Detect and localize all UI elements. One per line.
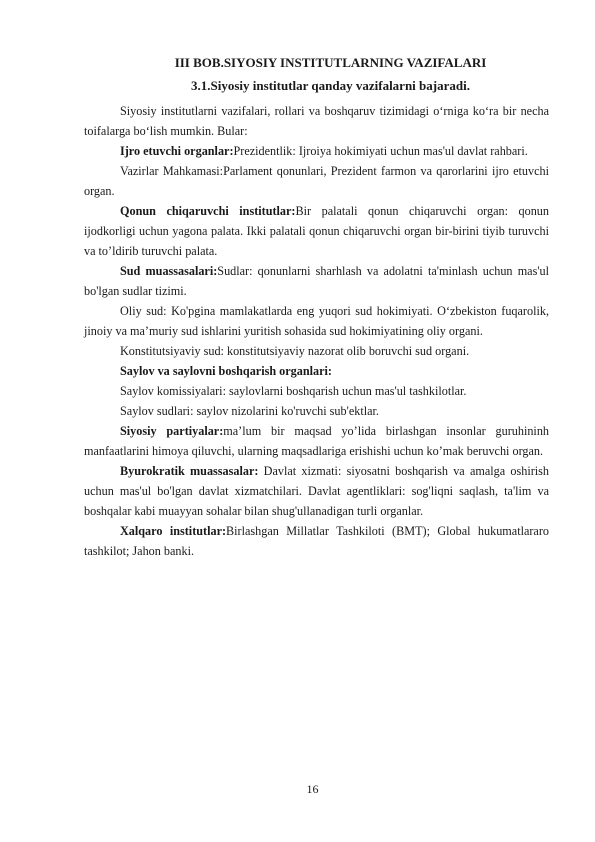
paragraph: Oliy sud: Ko'pgina mamlakatlarda eng yuqori sud hokimiyati. O‘zbekiston fuqarolik, jinoiy va ma’muriy sud ishlarini yuritish sohasida sud hokimiyatining oliy organi. (84, 304, 549, 338)
paragraph: Saylov va saylovni boshqarish organlari: (120, 364, 332, 378)
paragraph: Siyosiy institutlarni vazifalari, rollari va boshqaruv tizimidagi o‘rniga ko‘ra bir necha toifalarga bo‘lish mumkin. Bular: (84, 104, 549, 138)
chapter-title: III BOB.SIYOSIY INSTITUTLARNING VAZIFALARI (174, 55, 487, 70)
paragraph: Saylov sudlari: saylov nizolarini ko'ruvchi sub'ektlar. (120, 404, 379, 418)
section-title: 3.1.Siyosiy institutlar qanday vazifalarni bajaradi. (191, 78, 470, 93)
paragraph: Konstitutsiyaviy sud: konstitutsiyaviy nazorat olib boruvchi sud organi. (120, 344, 470, 358)
paragraph: Byurokratik muassasalar: Davlat xizmati: siyosatni boshqarish va amalga oshirish uchun mas'ul bo'lgan davlat xizmatchilari. Davlat agentliklari: sog'liqni saqlash, ta'lim va boshqalar kabi muayyan sohalar bilan shug'ullanadigan turli organlar. (84, 464, 549, 518)
paragraph: Sud muassasalari:Sudlar: qonunlarni sharhlash va adolatni ta'minlash uchun mas'ul bo'lgan sudlar tizimi. (84, 264, 550, 298)
paragraph: Saylov komissiyalari: saylovlarni boshqarish uchun mas'ul tashkilotlar. (120, 384, 467, 398)
page-number: 16 (306, 782, 319, 796)
paragraph: Siyosiy partiyalar:ma’lum bir maqsad yo’lida birlashgan insonlar guruhininh manfaatlarini himoya qiluvchi, ularning maqsadlariga erishishi uchun ko’mak beruvchi organ. (84, 424, 550, 458)
paragraph: Qonun chiqaruvchi institutlar:Bir palatali qonun chiqaruvchi organ: qonun ijodkorligi uchun yagona palata. Ikki palatali qonun chiqaruvchi organ bir-birini tiyib turuvchi va to’ldirib turuvchi palata. (84, 204, 549, 258)
paragraph: Vazirlar Mahkamasi:Parlament qonunlari, Prezident farmon va qarorlarini ijro etuvchi organ. (84, 164, 549, 198)
paragraph: Ijro etuvchi organlar:Prezidentlik: Ijroiya hokimiyati uchun mas'ul davlat rahbari. (120, 144, 528, 158)
paragraph: Xalqaro institutlar:Birlashgan Millatlar Tashkiloti (BMT); Global hukumatlararo tashkilot; Jahon banki. (84, 524, 549, 558)
body-text (84, 101, 549, 561)
